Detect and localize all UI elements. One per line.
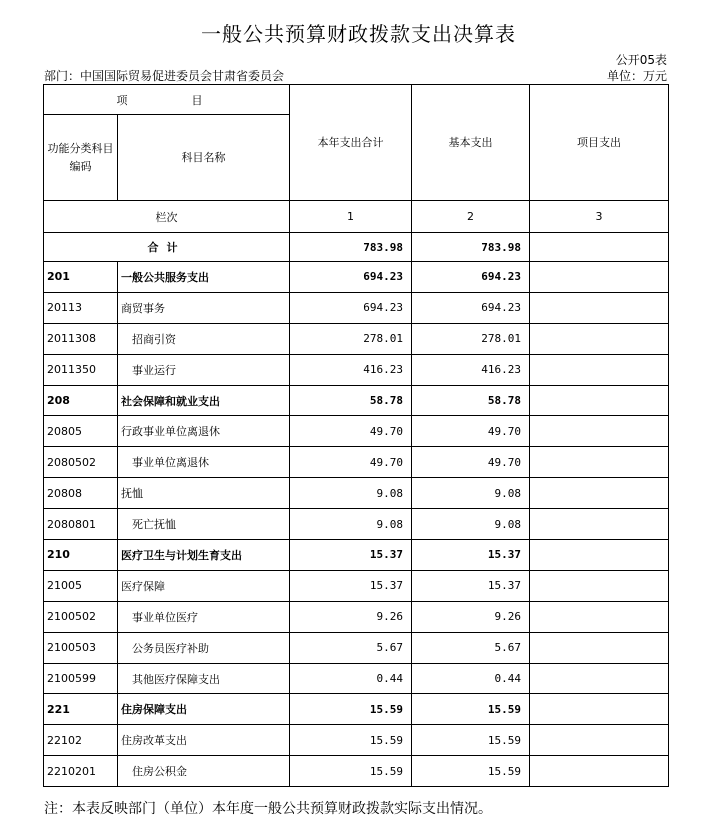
row-subject-name: 行政事业单位离退休 <box>118 416 290 447</box>
row-project-expense <box>530 694 669 725</box>
row-total-expense: 278.01 <box>290 323 412 354</box>
row-basic-expense: 5.67 <box>412 632 530 663</box>
row-project-expense <box>530 447 669 478</box>
row-total-expense: 9.26 <box>290 601 412 632</box>
row-basic-expense: 58.78 <box>412 385 530 416</box>
row-basic-expense: 0.44 <box>412 663 530 694</box>
row-total-expense: 416.23 <box>290 354 412 385</box>
table-row <box>44 385 669 416</box>
table-row <box>44 323 669 354</box>
row-project-expense <box>530 725 669 756</box>
header-total-expense: 本年支出合计 <box>290 85 412 201</box>
table-row <box>44 756 669 787</box>
row-code: 2011308 <box>44 323 118 354</box>
total-project-value <box>530 233 669 262</box>
row-project-expense <box>530 416 669 447</box>
header-func-code: 功能分类科目编码 <box>44 115 118 201</box>
row-project-expense <box>530 292 669 323</box>
table-row <box>44 663 669 694</box>
table-code: 公开05表 <box>615 53 667 67</box>
table-row <box>44 292 669 323</box>
row-subject-name: 死亡抚恤 <box>118 509 290 540</box>
row-code: 20113 <box>44 292 118 323</box>
row-total-expense: 15.59 <box>290 756 412 787</box>
row-basic-expense: 49.70 <box>412 447 530 478</box>
row-subject-name: 商贸事务 <box>118 292 290 323</box>
row-total-expense: 0.44 <box>290 663 412 694</box>
row-basic-expense: 9.08 <box>412 478 530 509</box>
row-project-expense <box>530 663 669 694</box>
row-basic-expense: 15.59 <box>412 756 530 787</box>
row-basic-expense: 15.37 <box>412 540 530 571</box>
row-code: 21005 <box>44 570 118 601</box>
row-code: 22102 <box>44 725 118 756</box>
row-subject-name: 事业运行 <box>118 354 290 385</box>
row-subject-name: 一般公共服务支出 <box>118 262 290 293</box>
row-code: 20808 <box>44 478 118 509</box>
row-code: 2210201 <box>44 756 118 787</box>
row-total-expense: 49.70 <box>290 416 412 447</box>
row-basic-expense: 15.37 <box>412 570 530 601</box>
table-row <box>44 447 669 478</box>
row-project-expense <box>530 354 669 385</box>
row-subject-name: 公务员医疗补助 <box>118 632 290 663</box>
row-total-expense: 9.08 <box>290 478 412 509</box>
page-title: 一般公共预算财政拨款支出决算表 <box>201 22 516 46</box>
row-subject-name: 医疗卫生与计划生育支出 <box>118 540 290 571</box>
row-basic-expense: 15.59 <box>412 694 530 725</box>
row-subject-name: 抚恤 <box>118 478 290 509</box>
row-total-expense: 15.59 <box>290 725 412 756</box>
row-subject-name: 住房公积金 <box>118 756 290 787</box>
row-basic-expense: 49.70 <box>412 416 530 447</box>
row-basic-expense: 694.23 <box>412 262 530 293</box>
total-label: 合计 <box>44 233 290 262</box>
table-row <box>44 601 669 632</box>
row-total-expense: 49.70 <box>290 447 412 478</box>
table-row <box>44 725 669 756</box>
total-basic-value: 783.98 <box>412 233 530 262</box>
row-project-expense <box>530 632 669 663</box>
table-row <box>44 478 669 509</box>
unit-label: 单位：万元 <box>606 69 667 83</box>
row-subject-name: 住房保障支出 <box>118 694 290 725</box>
table-row <box>44 416 669 447</box>
row-code: 2080801 <box>44 509 118 540</box>
row-code: 2100502 <box>44 601 118 632</box>
row-code: 210 <box>44 540 118 571</box>
row-basic-expense: 9.26 <box>412 601 530 632</box>
table-row <box>44 632 669 663</box>
row-total-expense: 15.59 <box>290 694 412 725</box>
table-row <box>44 694 669 725</box>
header-column-index: 栏次 <box>44 201 290 233</box>
row-project-expense <box>530 601 669 632</box>
total-row <box>44 233 669 262</box>
footnote: 注：本表反映部门（单位）本年度一般公共预算财政拨款实际支出情况。 <box>44 801 492 817</box>
row-total-expense: 5.67 <box>290 632 412 663</box>
row-total-expense: 15.37 <box>290 570 412 601</box>
table-row <box>44 570 669 601</box>
header-project-expense: 项目支出 <box>530 85 669 201</box>
row-project-expense <box>530 756 669 787</box>
row-subject-name: 其他医疗保障支出 <box>118 663 290 694</box>
row-basic-expense: 416.23 <box>412 354 530 385</box>
row-code: 2080502 <box>44 447 118 478</box>
row-project-expense <box>530 509 669 540</box>
row-subject-name: 招商引资 <box>118 323 290 354</box>
row-code: 201 <box>44 262 118 293</box>
row-project-expense <box>530 323 669 354</box>
table-row <box>44 540 669 571</box>
row-basic-expense: 9.08 <box>412 509 530 540</box>
row-project-expense <box>530 540 669 571</box>
row-total-expense: 9.08 <box>290 509 412 540</box>
row-code: 221 <box>44 694 118 725</box>
header-col1: 1 <box>290 201 412 233</box>
row-total-expense: 58.78 <box>290 385 412 416</box>
table-row <box>44 354 669 385</box>
row-basic-expense: 15.59 <box>412 725 530 756</box>
row-subject-name: 医疗保障 <box>118 570 290 601</box>
row-code: 20805 <box>44 416 118 447</box>
row-total-expense: 15.37 <box>290 540 412 571</box>
row-subject-name: 社会保障和就业支出 <box>118 385 290 416</box>
row-code: 2100599 <box>44 663 118 694</box>
row-code: 2100503 <box>44 632 118 663</box>
table-row <box>44 262 669 293</box>
row-basic-expense: 278.01 <box>412 323 530 354</box>
row-subject-name: 事业单位医疗 <box>118 601 290 632</box>
header-item: 项 目 <box>44 85 290 115</box>
budget-table <box>43 84 669 787</box>
row-basic-expense: 694.23 <box>412 292 530 323</box>
header-col3: 3 <box>530 201 669 233</box>
row-total-expense: 694.23 <box>290 262 412 293</box>
row-subject-name: 住房改革支出 <box>118 725 290 756</box>
department-label: 部门：中国国际贸易促进委员会甘肃省委员会 <box>44 69 285 83</box>
row-total-expense: 694.23 <box>290 292 412 323</box>
row-project-expense <box>530 385 669 416</box>
row-project-expense <box>530 570 669 601</box>
header-col2: 2 <box>412 201 530 233</box>
header-basic-expense: 基本支出 <box>412 85 530 201</box>
row-subject-name: 事业单位离退休 <box>118 447 290 478</box>
row-project-expense <box>530 478 669 509</box>
row-code: 208 <box>44 385 118 416</box>
row-code: 2011350 <box>44 354 118 385</box>
header-subject-name: 科目名称 <box>118 115 290 201</box>
row-project-expense <box>530 262 669 293</box>
table-row <box>44 509 669 540</box>
total-expense-value: 783.98 <box>290 233 412 262</box>
